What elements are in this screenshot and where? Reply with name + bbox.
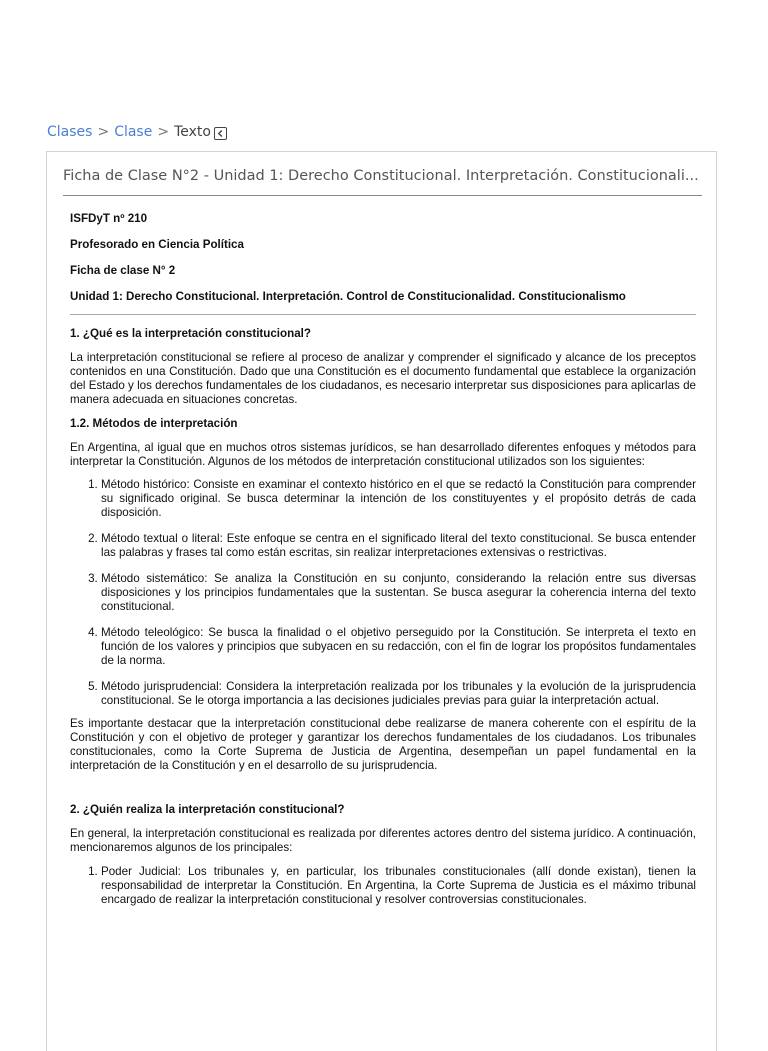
program-name: Profesorado en Ciencia Política [70,238,244,251]
institution-name: ISFDyT nº 210 [70,212,148,225]
paragraph: Es importante destacar que la interpretación constitucional debe realizarse de manera coherente con el espíritu de la Constitución y con el objetivo de proteger y garantizar los derechos fundamentales de los ciudadanos. Los tribunales constitucionales, como la Corte Suprema de Justicia de Argentina, desempeñan un papel fundamental en la interpretación de la Constitución y en el desarrollo de su jurisprudencia. [70,717,696,772]
collapse-left-icon[interactable] [214,127,227,140]
list-item: 5. Método jurisprudencial: Considera la interpretación realizada por los tribunales y la evolución de la jurisprudencia constitucional. Se le otorga importancia a las decisiones judiciales previas para guiar la interpretación actual. [101,680,696,708]
breadcrumb-link-clase[interactable]: Clase [114,124,153,140]
methods-list [70,478,696,708]
breadcrumb-separator: > [97,124,110,140]
unit-title: Unidad 1: Derecho Constitucional. Interpretación. Control de Constitucionalidad. Constitucionalismo [70,290,626,303]
document-header [70,212,696,304]
paragraph: En Argentina, al igual que en muchos otros sistemas jurídicos, se han desarrollado diferentes enfoques y métodos para interpretar la Constitución. Algunos de los métodos de interpretación constitucional utilizados son los siguientes: [70,441,696,468]
sheet-number: Ficha de clase N° 2 [70,264,176,277]
breadcrumb-link-clases[interactable]: Clases [47,124,93,140]
list-item: 4. Método teleológico: Se busca la finalidad o el objetivo perseguido por la Constitución. Se interpreta el texto en función de los valores y principios que subyacen en su redacción, con el fin de lograr los propósitos fundamentales de la norma. [101,626,696,668]
list-item: 1. Método histórico: Consiste en examinar el contexto histórico en el que se redactó la Constitución para comprender su significado original. Se busca determinar la intención de los constituyentes y el propósito detrás de cada disposición. [101,478,696,520]
paragraph: En general, la interpretación constitucional es realizada por diferentes actores dentro del sistema jurídico. A continuación, mencionaremos algunos de los principales: [70,827,696,854]
document-card [46,151,717,1051]
document-body [70,212,696,919]
breadcrumb-separator: > [157,124,170,140]
breadcrumb-current: Texto [174,124,211,140]
list-item: 1. Poder Judicial: Los tribunales y, en particular, los tribunales constitucionales (allí donde existan), tienen la responsabilidad de interpretar la Constitución. En Argentina, la Corte Suprema de Justicia es el máximo tribunal encargado de realizar la interpretación constitucional y resolver controversias constitucionales. [101,865,696,907]
list-item: 2. Método textual o literal: Este enfoque se centra en el significado literal del texto constitucional. Se busca entender las palabras y frases tal como están escritas, sin realizar interpretaciones extensivas o restrictivas. [101,532,696,560]
paragraph: La interpretación constitucional se refiere al proceso de analizar y comprender el significado y alcance de los preceptos contenidos en una Constitución. Dado que una Constitución es el documento fundamental que establece la organización del Estado y los derechos fundamentales de los ciudadanos, es necesario interpretar sus disposiciones para aplicarlas de manera adecuada en situaciones concretas. [70,351,696,406]
document-title: Ficha de Clase N°2 - Unidad 1: Derecho Constitucional. Interpretación. Constitucionali... [63,168,702,196]
section-heading: 2. ¿Quién realiza la interpretación constitucional? [70,803,345,816]
actors-list [70,865,696,907]
section-heading: 1. ¿Qué es la interpretación constitucional? [70,327,311,340]
breadcrumb [47,124,227,140]
list-item: 3. Método sistemático: Se analiza la Constitución en su conjunto, considerando la relación entre sus diversas disposiciones y los principios fundamentales que la sustentan. Se busca asegurar la coherencia interna del texto constitucional. [101,572,696,614]
divider [70,314,696,315]
section-heading: 1.2. Métodos de interpretación [70,417,238,430]
